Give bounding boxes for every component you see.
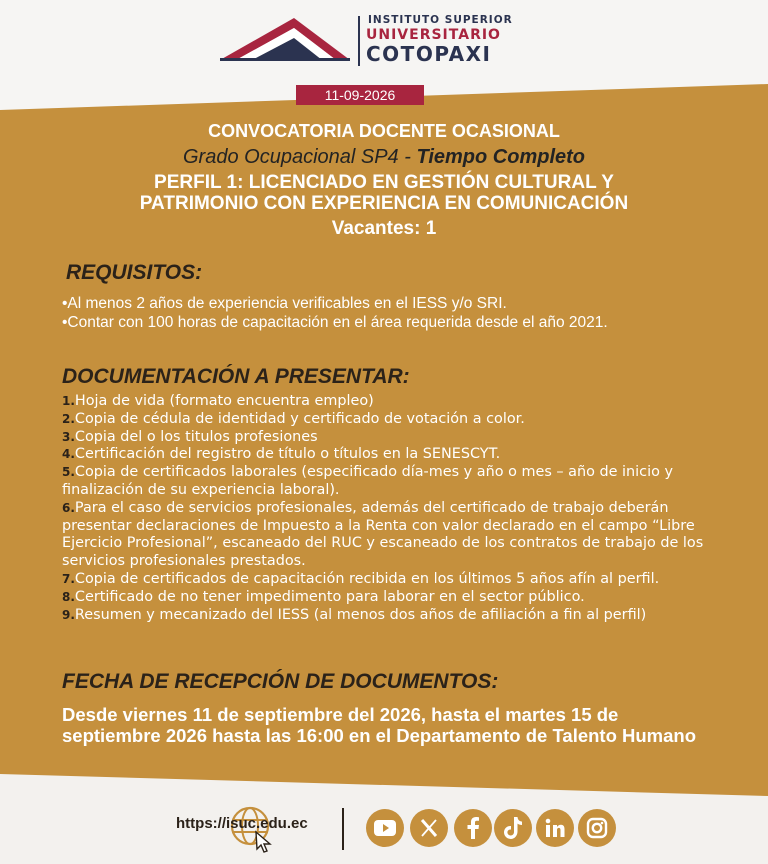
website-link[interactable]: https://isuc.edu.ec bbox=[176, 815, 308, 832]
subtitle-schedule: Tiempo Completo bbox=[416, 146, 585, 168]
institute-logo-icon bbox=[218, 14, 352, 64]
item-number: 9. bbox=[62, 607, 75, 622]
item-text: Copia de certificados laborales (especificado día-mes y año o mes – año de inicio y finalización de su experiencia laboral). bbox=[62, 464, 673, 498]
reception-date-heading: FECHA DE RECEPCIÓN DE DOCUMENTOS: bbox=[62, 670, 499, 693]
item-number: 8. bbox=[62, 589, 75, 604]
announcement-title: CONVOCATORIA DOCENTE OCASIONAL bbox=[208, 121, 560, 141]
item-number: 3. bbox=[62, 429, 75, 444]
facebook-icon[interactable] bbox=[454, 809, 492, 847]
list-item bbox=[62, 393, 742, 411]
youtube-icon[interactable] bbox=[366, 809, 404, 847]
item-number: 5. bbox=[62, 465, 75, 480]
subtitle-grade: Grado Ocupacional SP4 - bbox=[183, 146, 417, 168]
item-number: 6. bbox=[62, 500, 75, 515]
logo-text-line3: COTOPAXI bbox=[366, 42, 492, 66]
list-item bbox=[62, 411, 742, 429]
instagram-icon[interactable] bbox=[578, 809, 616, 847]
date-badge: 11-09-2026 bbox=[296, 85, 424, 105]
list-item: •Contar con 100 horas de capacitación en el área requerida desde el año 2021. bbox=[62, 314, 608, 331]
item-number: 1. bbox=[62, 394, 75, 408]
list-item bbox=[62, 607, 742, 625]
list-item bbox=[62, 571, 742, 589]
item-text: Copia del o los titulos profesiones bbox=[74, 428, 318, 445]
list-item bbox=[62, 446, 742, 464]
requirements-heading: REQUISITOS: bbox=[66, 261, 203, 284]
item-text: Copia de certificados de capacitación recibida en los últimos 5 años afín al perfil. bbox=[74, 570, 660, 587]
item-text: Resumen y mecanizado del IESS (al menos dos años de afiliación a fin al perfil) bbox=[74, 606, 647, 623]
requirements-list bbox=[62, 294, 608, 332]
list-item: •Al menos 2 años de experiencia verificables en el IESS y/o SRI. bbox=[62, 295, 507, 312]
vacancies: Vacantes: 1 bbox=[331, 218, 437, 239]
list-item bbox=[62, 429, 742, 447]
x-icon[interactable] bbox=[410, 809, 448, 847]
list-item bbox=[62, 589, 742, 607]
perfil-title bbox=[0, 172, 768, 214]
item-text: Certificación del registro de título o títulos en la SENESCYT. bbox=[74, 446, 501, 463]
item-text: Copia de cédula de identidad y certificado de votación a color. bbox=[74, 410, 525, 427]
announcement-subtitle bbox=[0, 146, 768, 169]
item-number: 7. bbox=[62, 571, 75, 586]
logo-divider bbox=[358, 16, 360, 66]
reception-date-text: Desde viernes 11 de septiembre del 2026, hasta el martes 15 de septiembre 2026 hasta las 16:00 en el Departamento de Talento Humano bbox=[62, 704, 697, 746]
perfil-line2: PATRIMONIO CON EXPERIENCIA EN COMUNICACIÓN bbox=[139, 193, 629, 214]
perfil-line1: PERFIL 1: LICENCIADO EN GESTIÓN CULTURAL Y bbox=[154, 172, 614, 193]
logo-text-line1: INSTITUTO SUPERIOR bbox=[368, 14, 513, 26]
item-text: Hoja de vida (formato encuentra empleo) bbox=[74, 393, 374, 409]
item-text: Para el caso de servicios profesionales, además del certificado de trabajo deberán presentar declaraciones de Impuesto a la Renta con valor declarado en el campo “Libre Ejercicio Profesional”, escaneado del RUC y escaneado de los contratos de trabajo de los servicios profesionales prestados. bbox=[62, 499, 704, 570]
item-number: 4. bbox=[62, 447, 75, 462]
item-number: 2. bbox=[62, 411, 75, 426]
list-item bbox=[62, 464, 742, 500]
list-item bbox=[62, 500, 742, 571]
item-text: Certificado de no tener impedimento para laborar en el sector público. bbox=[74, 588, 585, 605]
linkedin-icon[interactable] bbox=[536, 809, 574, 847]
logo-text-line2: UNIVERSITARIO bbox=[366, 27, 501, 43]
tiktok-icon[interactable] bbox=[494, 809, 532, 847]
documentation-list bbox=[62, 393, 742, 624]
footer-divider bbox=[342, 808, 344, 850]
documentation-heading: DOCUMENTACIÓN A PRESENTAR: bbox=[62, 365, 410, 388]
